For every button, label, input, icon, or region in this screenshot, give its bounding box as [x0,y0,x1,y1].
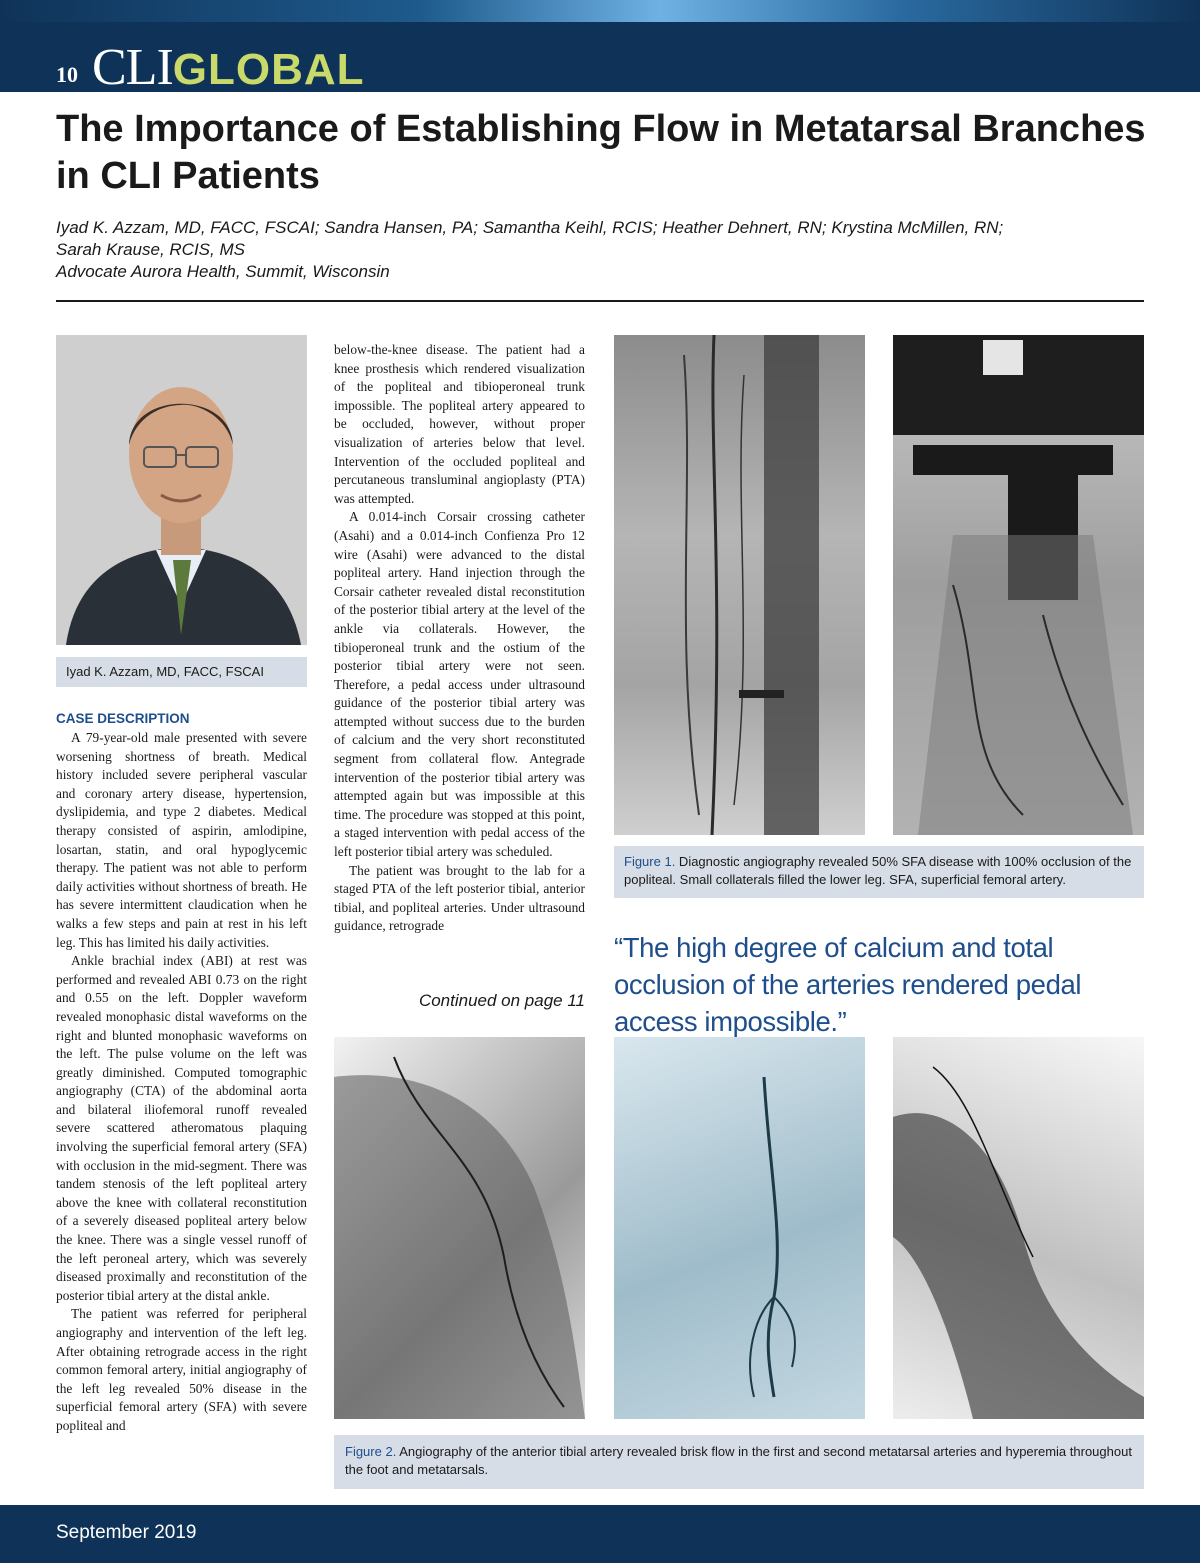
section-heading: CASE DESCRIPTION [56,711,190,726]
paragraph: A 79-year-old male presented with severe worsening shortness of breath. Medical history included severe peripheral vascular and coronary artery disease, hypertension, dyslipidemia, and type 2 diabetes. Medical therapy consisted of aspirin, amlodipine, losartan, statin, and oral hypoglycemic therapy. The patient was not able to perform daily activities without shortness of breath. He has severe intermittent claudication when he walks a few steps and pain at rest in his left leg. This has limited his daily activities. [56,730,307,950]
cli-global-logo [92,38,365,96]
article-title: The Importance of Establishing Flow in Metatarsal Branches in CLI Patients [56,108,1146,197]
logo-cli-text: CLI [92,39,173,96]
paragraph: Ankle brachial index (ABI) at rest was performed and revealed ABI 0.73 on the right and 0.55 on the left. Doppler waveform revealed monophasic distal waveforms on the right and blunted monophasic waveforms on the left. The pulse volume on the left was greatly diminished. Computed tomographic angiography (CTA) of the abdominal aorta and bilateral iliofemoral runoff revealed severe scattered atheromatous plaquing involving the superficial femoral artery (SFA) with occlusion in the mid-segment. There was tandem stenosis of the left popliteal artery above the knee with collateral reconstitution of a severely diseased popliteal artery below the knee. There was a single vessel runoff of the left peroneal artery, which was severely diseased proximally and reconstitution of the posterior tibial artery at the distal ankle. [56,953,307,1303]
figure-1-angiogram-thigh [614,335,865,835]
pull-quote: “The high degree of calcium and total occlusion of the arteries rendered pedal access impossible.” [614,932,1082,1037]
body-column-2 [334,341,585,936]
portrait-illustration [56,335,307,645]
angiogram-foot-dsa-image [614,1037,865,1419]
footer-bar [0,1505,1200,1563]
authors-line-1: Iyad K. Azzam, MD, FACC, FSCAI; Sandra Hansen, PA; Samantha Keihl, RCIS; Heather Dehnert, RN; Krystina McMillen, RN; [56,218,1004,237]
figure-2-angiogram-foot [893,1037,1144,1419]
paragraph: below-the-knee disease. The patient had a knee prosthesis which rendered visualization of the popliteal and tibioperoneal trunk impossible. The popliteal artery appeared to be occluded, however, without proper visualization of arteries below that level. Intervention of the occluded popliteal and percutaneous transluminal angioplasty (PTA) was attempted. [334,342,585,506]
title-divider [56,300,1144,302]
paragraph: A 0.014-inch Corsair crossing catheter (Asahi) and a 0.014-inch Confienza Pro 12 wire (Asahi) were advanced to the distal popliteal artery. Hand injection through the Corsair catheter revealed distal reconstitution of the posterior tibial artery at the level of the ankle via collaterals. However, the tibioperoneal trunk and the ostium of the posterior tibial artery were not seen. Therefore, a pedal access under ultrasound guidance of the posterior tibial artery was attempted without success due to the burden of calcium and the very short reconstituted segment from collateral flow. Antegrade intervention of the posterior tibial artery was attempted again but was impossible at this time. The procedure was stopped at this point, a staged intervention with pedal access of the left posterior tibial artery was scheduled. [334,509,585,860]
masthead-stripe [0,0,1200,22]
angiogram-right-image [893,335,1144,835]
affiliation: Advocate Aurora Health, Summit, Wisconsin [56,262,390,281]
body-column-1 [56,729,307,1436]
figure-1-caption-text: Diagnostic angiography revealed 50% SFA disease with 100% occlusion of the popliteal. Small collaterals filled the lower leg. SFA, superficial femoral artery. [624,854,1132,887]
angiogram-left-image [614,335,865,835]
figure-1-angiogram-knee [893,335,1144,835]
figure-2-angiogram-ankle [334,1037,585,1419]
figure-2-angiogram-foot-dsa [614,1037,865,1419]
issue-date: September 2019 [56,1522,197,1543]
paragraph: The patient was referred for peripheral angiography and intervention of the left leg. After obtaining retrograde access in the right common femoral artery, initial angiography of the left leg revealed 50% disease in the superficial femoral artery (SFA) with severe popliteal and [56,1306,307,1433]
continued-note: Continued on page 11 [418,991,585,1010]
authors-line-2: Sarah Krause, RCIS, MS [56,240,245,259]
paragraph: The patient was brought to the lab for a staged PTA of the left posterior tibial, anterior tibial, and popliteal arteries. Under ultrasound guidance, retrograde [334,862,585,934]
portrait-caption: Iyad K. Azzam, MD, FACC, FSCAI [56,657,307,687]
angiogram-ankle-image [334,1037,585,1419]
author-portrait [56,335,307,645]
angiogram-foot-image [893,1037,1144,1419]
figure-2-label: Figure 2. [345,1444,397,1459]
page-number: 10 [56,62,78,87]
figure-2-caption [334,1435,1144,1489]
figure-1-label: Figure 1. [624,854,676,869]
logo-global-text: GLOBAL [172,45,365,94]
author-block [56,217,1146,283]
figure-1-caption [614,846,1144,898]
figure-2-caption-text: Angiography of the anterior tibial artery revealed brisk flow in the first and second metatarsal arteries and hyperemia throughout the foot and metatarsals. [345,1444,1132,1477]
masthead-bar [0,0,1200,96]
